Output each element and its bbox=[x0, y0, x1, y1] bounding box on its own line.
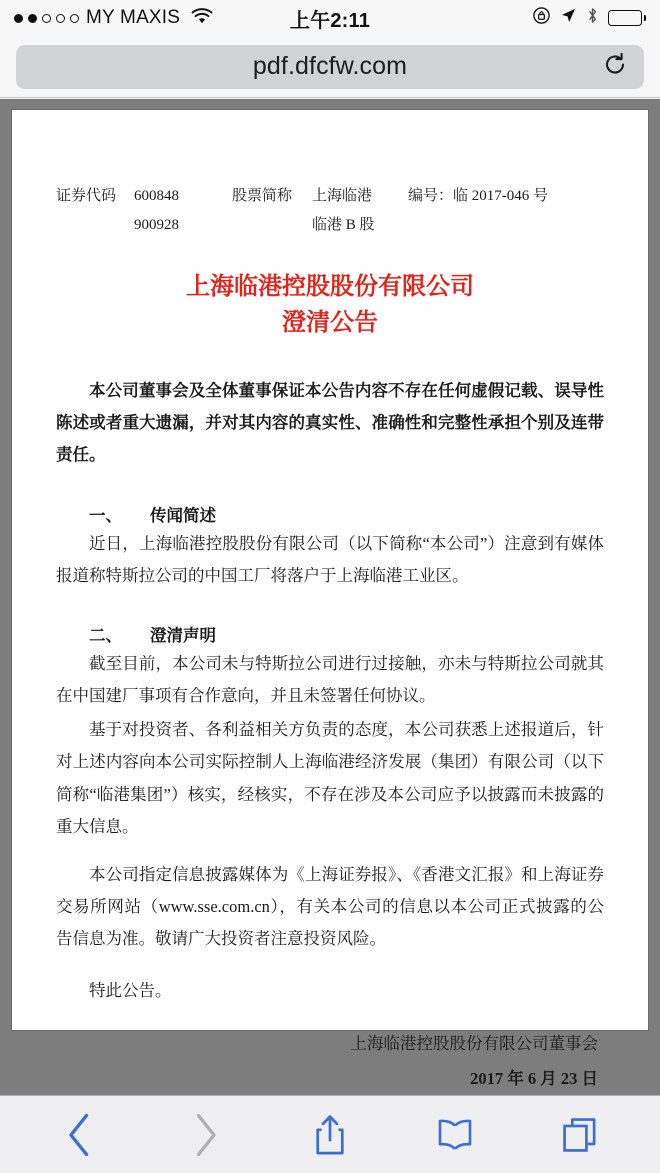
section-1-paragraph-1: 近日，上海临港控股股份有限公司（以下简称“本公司”）注意到有媒体报道称特斯拉公司的中国工厂将落户于上海临港工业区。 bbox=[56, 533, 604, 585]
section-title-2: 澄清声明 bbox=[150, 625, 217, 645]
browser-url-bar bbox=[0, 36, 660, 98]
closing-line: 特此公告。 bbox=[89, 981, 172, 1001]
pdf-page bbox=[12, 110, 648, 1089]
wifi-icon bbox=[190, 7, 214, 30]
disclosure-media-paragraph: 本公司指定信息披露媒体为《上海证券报》、《香港文汇报》和上海证券交易所网站（www.sse.com.cn），有关本公司的信息以本公司正式披露的公告信息为准。敬请广大投资者注意投资风险。 bbox=[56, 864, 604, 949]
forward-button[interactable] bbox=[170, 1105, 240, 1165]
security-code-value: 600848 bbox=[134, 188, 179, 204]
section-number-1: 一、 bbox=[89, 505, 122, 525]
board-guarantee-statement: 本公司董事会及全体董事保证本公告内容不存在任何虚假记载、误导性陈述或者重大遗漏，并对其内容的真实性、准确性和完整性承担个别及连带责任。 bbox=[56, 381, 604, 465]
signature-block bbox=[56, 1027, 604, 1095]
share-button[interactable] bbox=[295, 1105, 365, 1165]
reload-icon[interactable] bbox=[602, 50, 628, 83]
tabs-button[interactable] bbox=[545, 1105, 615, 1165]
pdf-viewer-area[interactable] bbox=[0, 99, 660, 1095]
rotation-lock-icon bbox=[532, 6, 551, 30]
carrier-name: MY MAXIS bbox=[86, 7, 181, 28]
stock-name-value: 上海临港 bbox=[312, 188, 373, 204]
stock-name-value-b: 临港 B 股 bbox=[312, 216, 375, 233]
security-code-label: 证券代码 bbox=[56, 188, 117, 204]
back-button[interactable] bbox=[45, 1105, 115, 1165]
signature-date: 2017 年 6 月 23 日 bbox=[470, 1069, 598, 1089]
section-heading-1 bbox=[56, 502, 604, 526]
battery-icon bbox=[608, 10, 646, 26]
company-title: 上海临港控股股份有限公司 bbox=[186, 273, 474, 300]
status-bar-left bbox=[14, 7, 214, 30]
document-title-block bbox=[56, 269, 604, 341]
document-body bbox=[12, 110, 648, 1095]
browser-toolbar bbox=[0, 1095, 660, 1173]
section-title-1: 传闻简述 bbox=[150, 505, 217, 525]
section-heading-2 bbox=[56, 622, 604, 646]
url-text: pdf.dfcfw.com bbox=[252, 52, 408, 80]
security-code-value-b: 900928 bbox=[134, 216, 179, 233]
section-2-paragraph-1: 截至目前，本公司未与特斯拉公司进行过接触，亦未与特斯拉公司就其在中国建厂事项有合作意向，并且未签署任何协议。 bbox=[56, 653, 604, 706]
announcement-title: 澄清公告 bbox=[282, 309, 378, 336]
document-header-row-1 bbox=[56, 182, 604, 211]
status-bar bbox=[0, 0, 660, 36]
location-arrow-icon bbox=[560, 7, 577, 29]
signal-strength-icon bbox=[14, 14, 79, 23]
address-field[interactable] bbox=[16, 45, 644, 89]
section-2-paragraph-2: 基于对投资者、各利益相关方负责的态度，本公司获悉上述报道后，针对上述内容向本公司实际控制人上海临港经济发展（集团）有限公司（以下简称“临港集团”）核实，经核实，不存在涉及本公司应予以披露而未披露的重大信息。 bbox=[56, 720, 604, 836]
status-bar-right bbox=[532, 6, 646, 30]
signature-company: 上海临港控股股份有限公司董事会 bbox=[350, 1034, 598, 1054]
stock-name-label: 股票简称 bbox=[232, 188, 293, 204]
document-header-row-2 bbox=[56, 211, 604, 240]
announcement-number: 编号：临 2017-046 号 bbox=[408, 188, 548, 204]
section-number-2: 二、 bbox=[89, 625, 122, 645]
status-bar-time: 上午2:11 bbox=[289, 9, 371, 32]
bluetooth-icon bbox=[586, 6, 599, 30]
bookmarks-button[interactable] bbox=[420, 1105, 490, 1165]
